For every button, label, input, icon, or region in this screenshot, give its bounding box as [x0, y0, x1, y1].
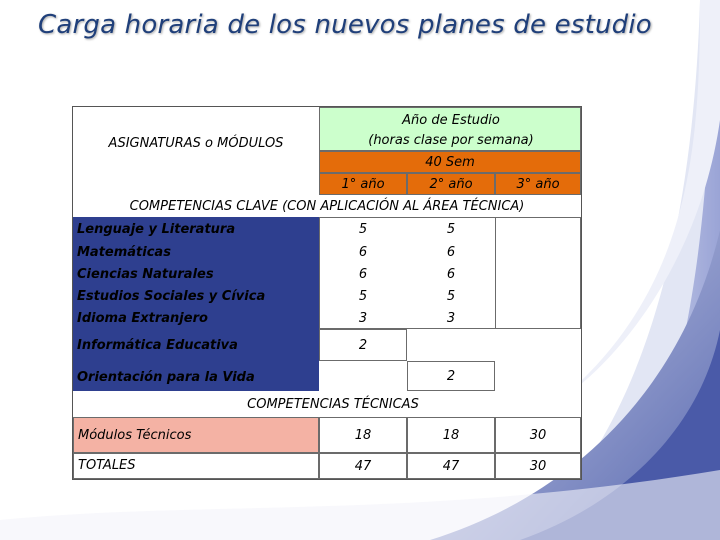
- key-competencies-heading: COMPETENCIAS CLAVE (CON APLICACIÓN AL ÁREA TÉCNICA): [129, 198, 525, 214]
- technical-y2: 18: [407, 417, 495, 453]
- schedule-table: [72, 106, 582, 480]
- totals-y1: 47: [319, 453, 407, 479]
- year-of-study-header: [319, 107, 581, 151]
- year-3-header: 3° año: [495, 173, 581, 195]
- totals-y2: 47: [407, 453, 495, 479]
- subject-y1: 5: [358, 221, 368, 237]
- subject-y1: 6: [358, 266, 368, 282]
- subject-label: Ciencias Naturales: [77, 266, 214, 282]
- technical-modules-label: Módulos Técnicos: [73, 417, 319, 453]
- subject-y2: 6: [446, 266, 456, 282]
- hours-per-week-label: (horas clase por semana): [368, 132, 534, 148]
- technical-competencies-heading: COMPETENCIAS TÉCNICAS: [247, 396, 419, 412]
- subject-y2: 2: [407, 361, 495, 391]
- subject-y1: 3: [358, 310, 368, 326]
- subjects-header: ASIGNATURAS o MÓDULOS: [108, 135, 284, 151]
- subject-label: Informática Educativa: [77, 337, 238, 353]
- totals-label: TOTALES: [73, 453, 319, 479]
- core-grid-col3-border: [495, 217, 581, 329]
- year-1-header: 1° año: [319, 173, 407, 195]
- subject-label: Lenguaje y Literatura: [77, 221, 236, 237]
- year-of-study-label: Año de Estudio: [402, 112, 500, 128]
- subject-y2: 6: [446, 244, 456, 260]
- subject-y2: 5: [446, 288, 456, 304]
- subject-y2: 3: [446, 310, 456, 326]
- year-2-header: 2° año: [407, 173, 495, 195]
- technical-y1: 18: [319, 417, 407, 453]
- subject-label: Matemáticas: [77, 244, 171, 260]
- totals-y3: 30: [495, 453, 581, 479]
- subject-label: Orientación para la Vida: [77, 369, 255, 385]
- subject-y2: 5: [446, 221, 456, 237]
- subject-y1: [319, 361, 407, 391]
- subject-label: Estudios Sociales y Cívica: [77, 288, 266, 304]
- subject-label: Idioma Extranjero: [77, 310, 208, 326]
- page-title: Carga horaria de los nuevos planes de estudio: [38, 10, 652, 40]
- subject-y1: 6: [358, 244, 368, 260]
- subject-y2: [407, 329, 495, 361]
- subject-y1: 5: [358, 288, 368, 304]
- weeks-header: 40 Sem: [319, 151, 581, 173]
- technical-y3: 30: [495, 417, 581, 453]
- subject-y1: 2: [319, 329, 407, 361]
